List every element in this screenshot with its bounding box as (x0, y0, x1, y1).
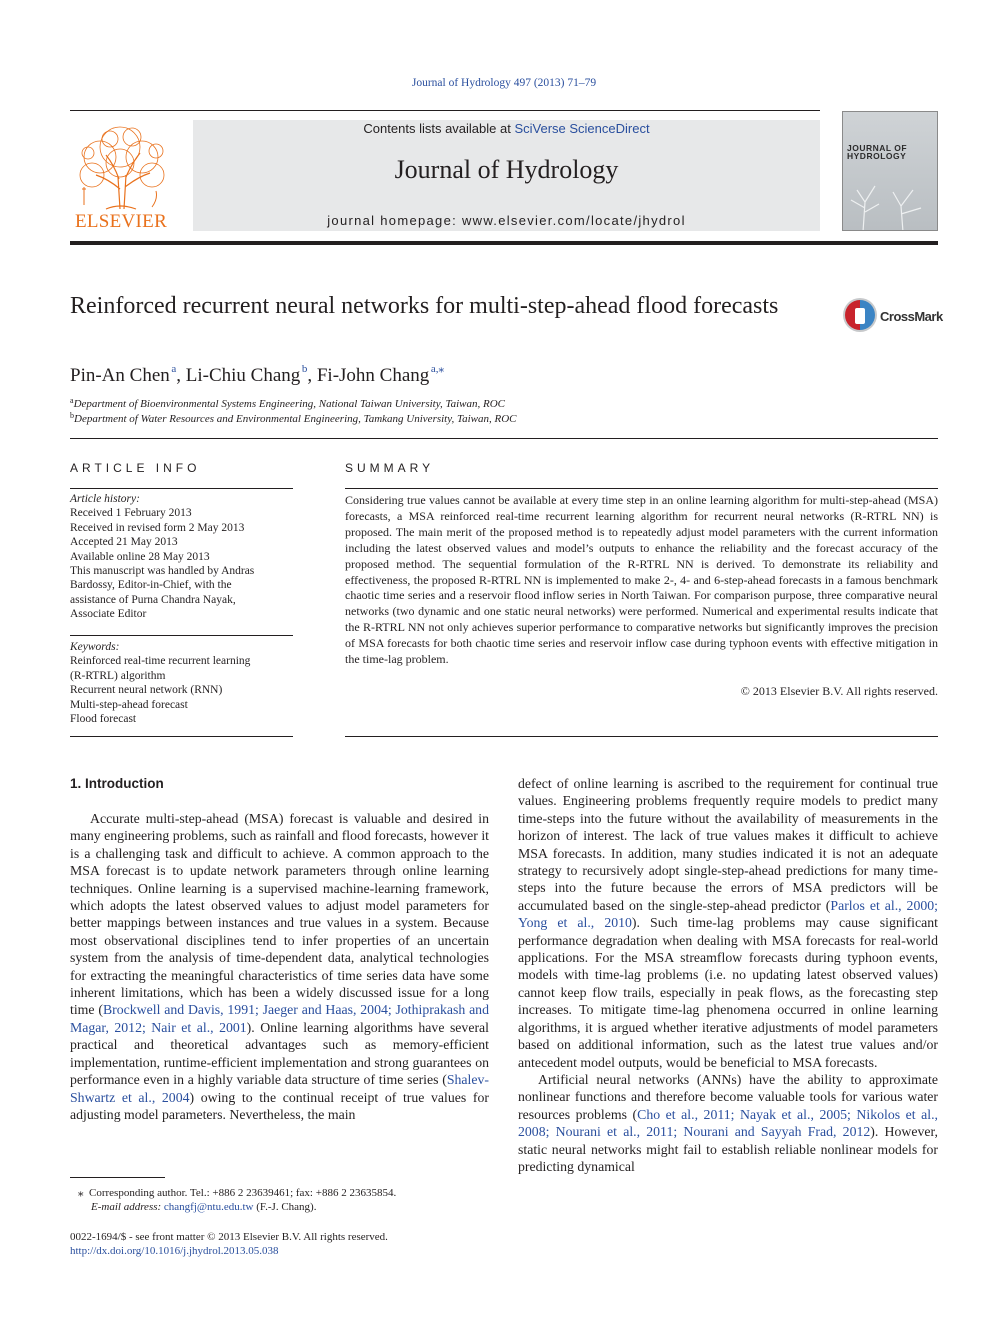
author-name[interactable]: Li-Chiu Chang (185, 365, 301, 386)
citation-link[interactable]: Brockwell and Davis, 1991; Jaeger and Haas, 2004; Jothiprakash and Magar, 2012; Nair et al., 2001 (70, 1002, 489, 1035)
body-text: Artificial neural networks (ANNs) have the ability to approximate nonlinear functions and therefore become valuable tools for various water resources problems ( (518, 1071, 938, 1122)
footnote-rule (70, 1177, 165, 1178)
homepage-url[interactable]: www.elsevier.com/locate/jhydrol (461, 213, 686, 228)
doi-link[interactable]: http://dx.doi.org/10.1016/j.jhydrol.2013.05.038 (70, 1245, 279, 1257)
contents-line (193, 121, 820, 136)
summary-text: Considering true values cannot be available at every time step in an online learning algorithm for multi-step-ahead (MSA) forecasts, a MSA reinforced real-time recurrent learning algorithm for recurrent neural networks (R-RTRL NN) is proposed. The main merit of the proposed method is to repeatedly adjust model parameters with the current information including the latest observed values and model’s outputs to enhance the reliability and the forecast accuracy of the proposed method. The sequential formulation of the R-RTRL NN is derived. To demonstrate its reliability and effectiveness, the proposed R-RTRL NN is implemented to make 2-, 4- and 6-step-ahead forecasts in a famous benchmark chaotic time series and a reservoir flood inflow series in North Taiwan. For comparison purpose, three comparative neural networks (two dynamic and one static neural networks) were performed. Numerical and experimental results indicate that the R-RTRL NN not only achieves superior performance to comparative networks but significantly improves the precision of MSA forecasts for both chaotic time series and reservoir inflow case during typhoon events with effective mitigation in the time-lag problem. (345, 493, 938, 667)
paragraph (518, 1071, 938, 1175)
body-column-right (518, 775, 938, 1175)
corresponding-author-note (78, 1186, 396, 1199)
paragraph (518, 775, 938, 1071)
crossmark-label[interactable]: CrossMark (880, 309, 943, 324)
copyright-notice: © 2013 Elsevier B.V. All rights reserved. (740, 684, 938, 698)
summary-rule (345, 736, 938, 737)
author-list: Pin-An Chen $^a$, Li-Chiu Chang $^b$, Fi-John Chang $^{a,⁎}$ (70, 363, 445, 386)
journal-citation[interactable]: Journal of Hydrology 497 (2013) 71–79 (411, 77, 597, 89)
email-suffix: (F.-J. Chang). (253, 1201, 317, 1213)
sciencedirect-link[interactable]: SciVerse ScienceDirect (514, 121, 650, 136)
email-note (91, 1201, 316, 1213)
footnote-text: Corresponding author. Tel.: +886 2 23639461; fax: +886 2 23635854. (89, 1187, 397, 1199)
summary-heading: SUMMARY (345, 461, 435, 475)
contents-prefix: Contents lists available at (363, 121, 515, 136)
summary-rule (345, 488, 938, 489)
homepage-prefix: journal homepage: (327, 213, 462, 228)
affiliation-text: Department of Bioenvironmental Systems Engineering, National Taiwan University, Taiwan, ROC (73, 398, 505, 410)
keyword: Reinforced real-time recurrent learning (70, 655, 251, 668)
keywords (70, 640, 292, 726)
affiliation-rule (70, 438, 938, 439)
keyword: (R-RTRL) algorithm (70, 669, 166, 682)
body-text: ) owing to the continual receipt of true values for adjusting model parameters. Nevertheless, the main (70, 1089, 489, 1122)
history-line: Associate Editor (70, 608, 147, 621)
citation-link[interactable]: Cho et al., 2011; Nayak et al., 2005; Nikolos et al., 2008; Nourani et al., 2011; Nourani and Sayyah Frad, 2012 (518, 1106, 938, 1140)
affiliation-a (70, 396, 505, 410)
history-label: Article history: (70, 493, 140, 505)
cover-title: JOURNAL OF HYDROLOGY (847, 143, 908, 161)
cover-tree-art (843, 162, 938, 231)
footnote-mark: ⁎ (78, 1187, 84, 1199)
article-info-rule (70, 736, 293, 737)
affiliation-mark: a (70, 396, 74, 405)
author-affil-mark[interactable]: b (301, 363, 308, 375)
header-thick-rule (70, 241, 938, 245)
header-rule (70, 110, 820, 111)
history-line: Available online 28 May 2013 (70, 550, 210, 563)
section-heading: 1. Introduction (70, 776, 164, 791)
email-link[interactable]: changfj@ntu.edu.tw (163, 1201, 254, 1213)
author-name[interactable]: Fi-John Chang (316, 365, 430, 386)
keyword: Multi-step-ahead forecast (70, 698, 188, 711)
author-name[interactable]: Pin-An Chen (70, 365, 170, 386)
body-text: ). Online learning algorithms have several practical and theoretical advantages such as memory-efficient implementation, runtime-efficient implementation and strong guarantees on performance even in a highly variable data structure of time series ( (70, 1019, 490, 1088)
keyword: Flood forecast (70, 713, 137, 726)
keyword: Recurrent neural network (RNN) (70, 684, 223, 697)
article-info-rule (70, 635, 293, 636)
body-text: Accurate multi-step-ahead (MSA) forecast is valuable and desired in many engineering problems, such as rainfall and flood forecasts, however it is a challenging task and difficult to achieve. A common approach to the MSA forecast is to update network parameters through online learning techniques. Online learning is a supervised machine-learning framework, which adopts the latest observed values to adjust model parameters for better mappings between instances and true values in a system. Because most observational disciplines tend to infer properties of an uncertain system from the analysis of time-dependent data, analytical technologies for extracting the meaningful characteristics of time series data have some inherent limitations, which has been a widely discussed issue for a long time ( (70, 811, 489, 1018)
elsevier-wordmark: ELSEVIER (74, 211, 168, 232)
article-info-heading: ARTICLE INFO (70, 461, 201, 475)
body-text: ). Such time-lag problems may cause significant performance degradation when dealing with MSA forecasts for real-world applications. For the MSA streamflow forecasts during typhoon events, models with time-lag problems (i.e. no updating latest observed values) cannot keep flow trails, especially in peak flows, as the forecasting step increases. To mitigate time-lag phenomena occurred in online learning algorithms, it is argued whether iterative adjustments of model parameters based on additional information, such as the latest true values and/or antecedent model outputs, would be beneficial to MSA forecasts. (518, 915, 938, 1070)
issn-line: 0022-1694/$ - see front matter © 2013 Elsevier B.V. All rights reserved. (70, 1231, 388, 1243)
body-text: defect of online learning is ascribed to the requirement for continual true values. Engineering problems frequently require models to predict many time-steps into the future without the availability of measurements in the horizon of interest. The lack of true values makes it difficult to achieve MSA forecasts. In addition, many studies indicated it is not an adequate strategy to recursively adopt single-step-ahead predictions for many time-steps into the future because the errors of MSA predictors will be accumulated based on the single-step-ahead predictor ( (518, 776, 938, 913)
email-label: E-mail address: (91, 1201, 162, 1213)
affiliation-text: Department of Water Resources and Environmental Engineering, Tamkang University, Taiwan, ROC (74, 413, 517, 425)
article-title: Reinforced recurrent neural networks for multi-step-ahead flood forecasts (70, 293, 779, 319)
history-line: This manuscript was handled by Andras (70, 565, 255, 578)
history-line: Accepted 21 May 2013 (70, 536, 178, 549)
author-affil-mark[interactable]: a,⁎ (430, 363, 445, 375)
homepage-line (193, 213, 820, 228)
affiliation-b (70, 411, 517, 425)
author-affil-mark[interactable]: a (171, 363, 177, 375)
history-line: assistance of Purna Chandra Nayak, (70, 593, 236, 606)
affiliation-mark: b (70, 411, 74, 420)
history-line: Bardossy, Editor-in-Chief, with the (70, 579, 232, 592)
journal-name: Journal of Hydrology (394, 155, 619, 184)
article-info-rule (70, 488, 293, 489)
journal-cover-thumbnail[interactable] (842, 111, 938, 231)
body-text: ). However, static neural networks might fail to establish reliable nonlinear models for predicting dynamical (518, 1124, 938, 1174)
citation-link[interactable]: Shalev-Shwartz et al., 2004 (70, 1072, 489, 1105)
article-history (70, 492, 292, 622)
citation-link[interactable]: Parlos et al., 2000; Yong et al., 2010 (518, 897, 938, 931)
body-column-left (70, 810, 489, 1123)
history-line: Received in revised form 2 May 2013 (70, 521, 245, 534)
keywords-label: Keywords: (70, 641, 120, 653)
history-line: Received 1 February 2013 (70, 507, 192, 520)
